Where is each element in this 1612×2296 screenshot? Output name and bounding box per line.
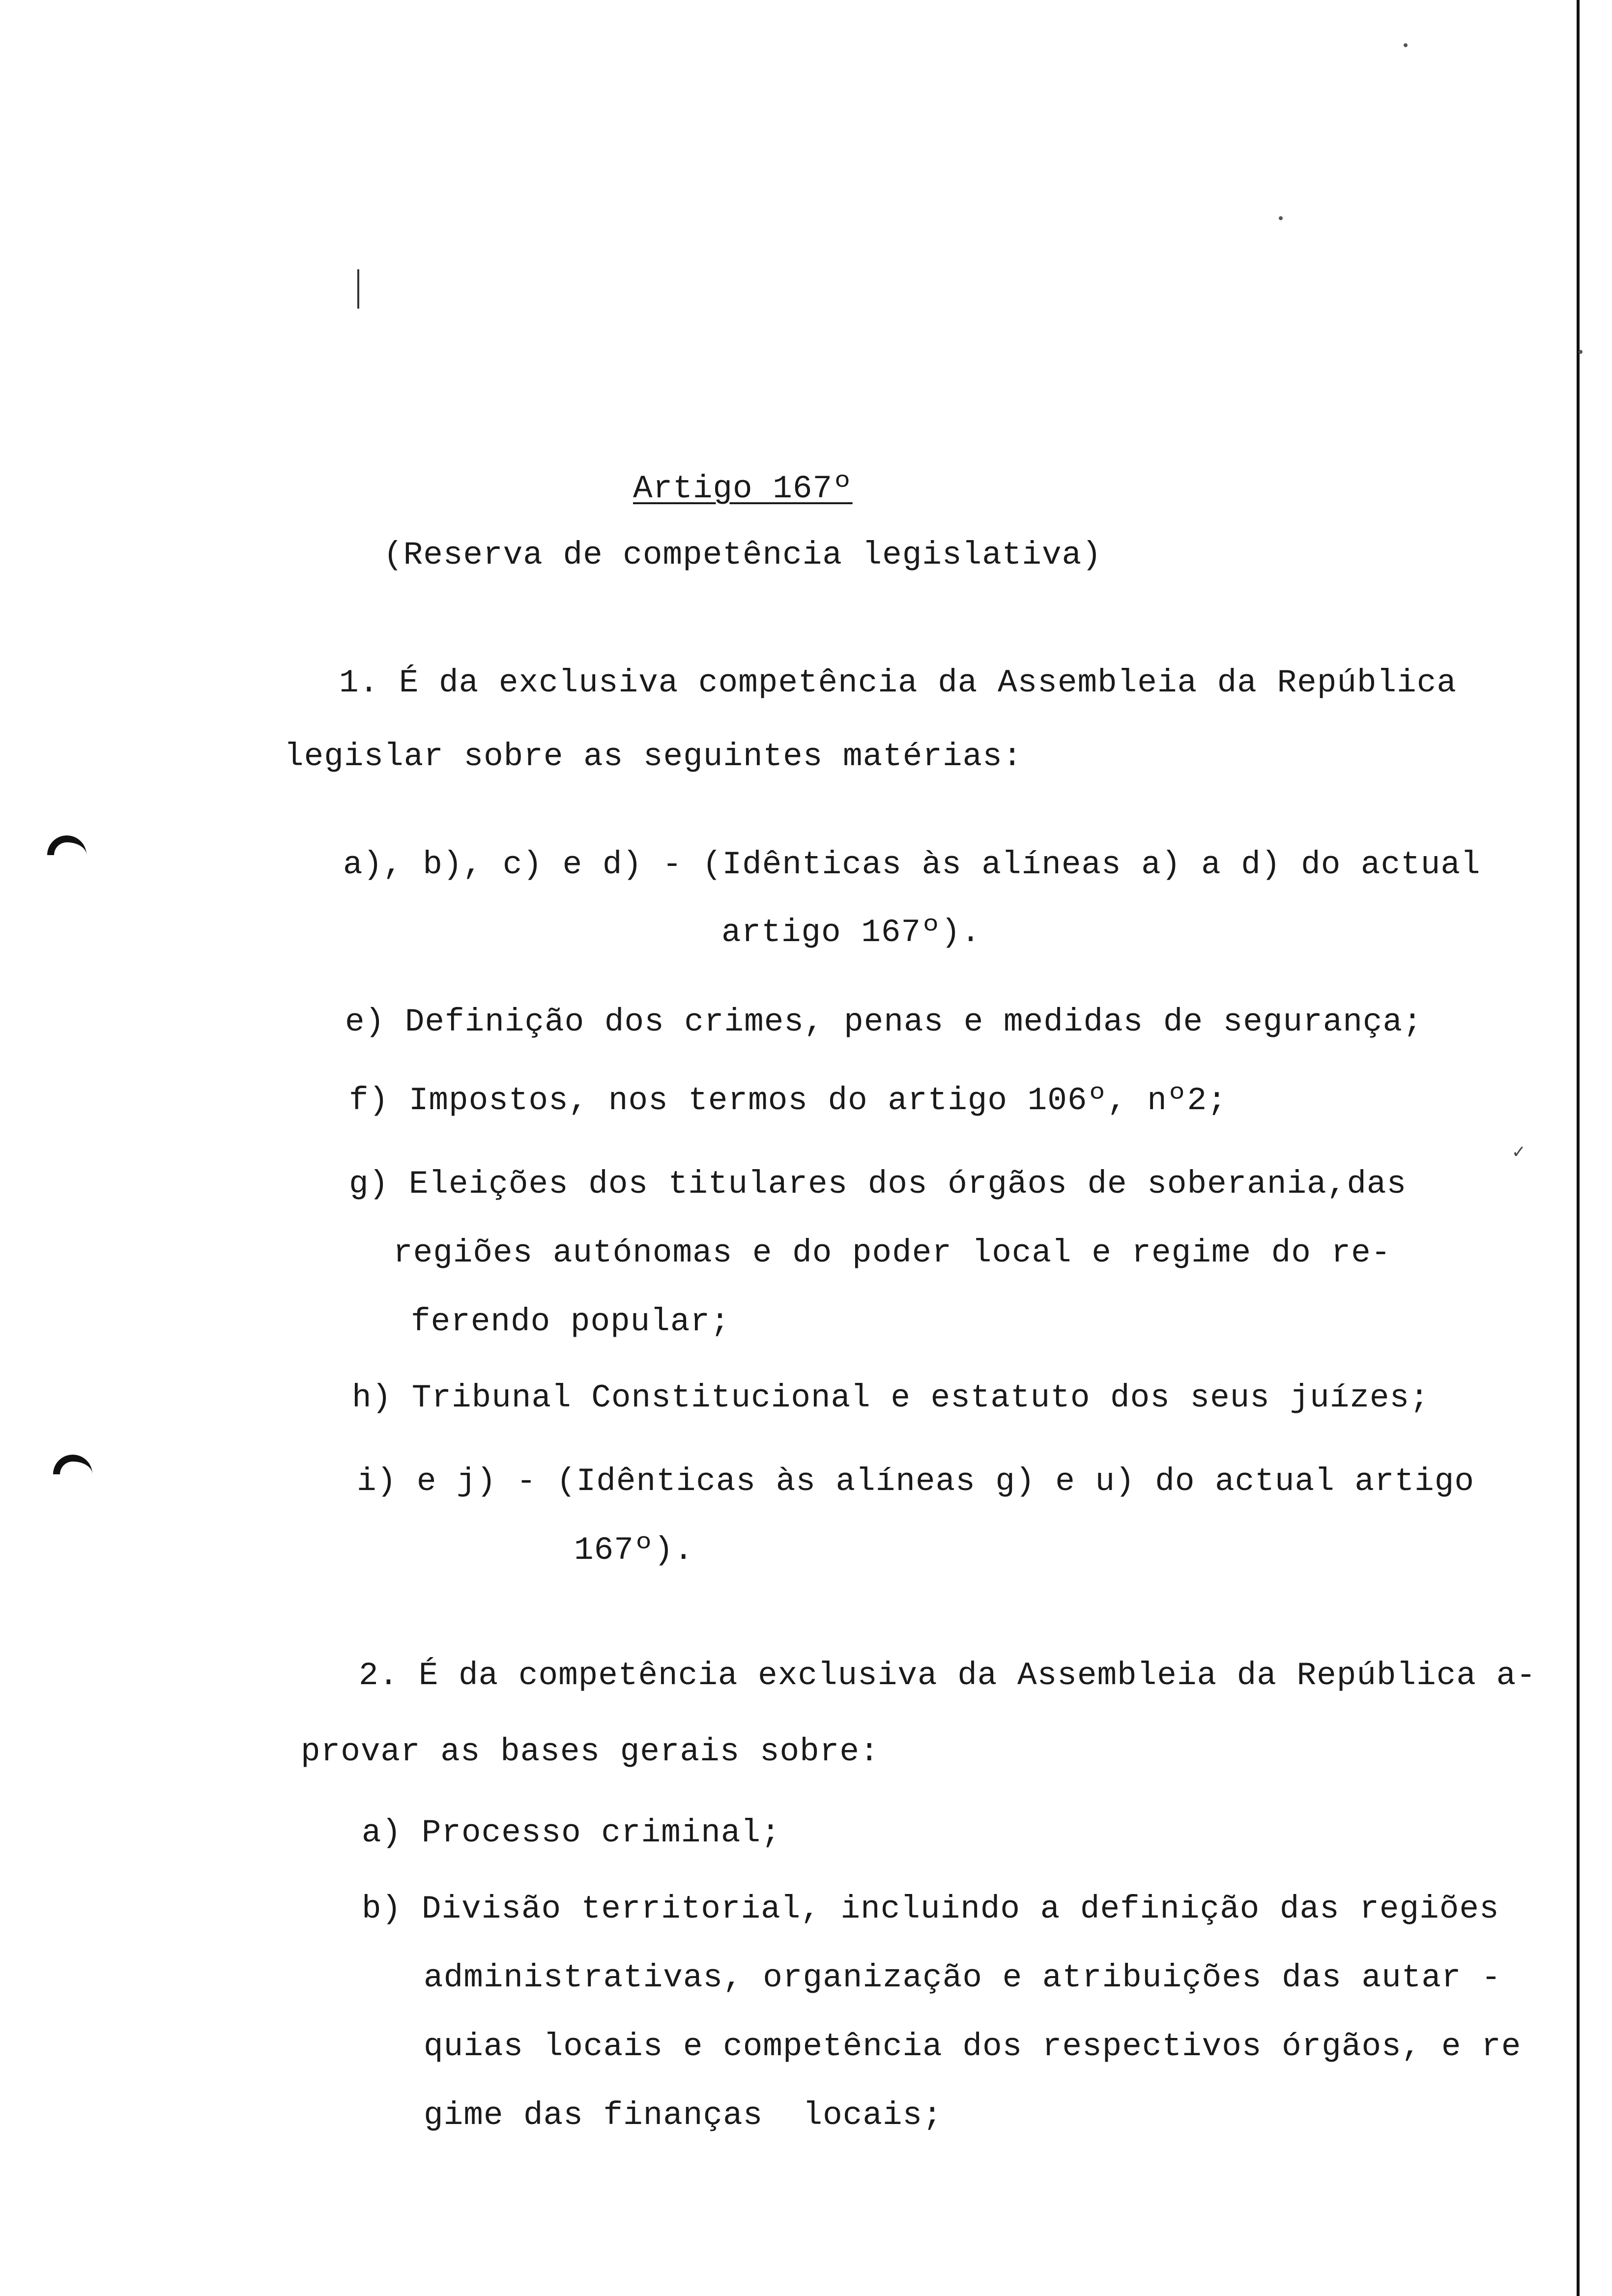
section2-item-b-line1: b) Divisão territorial, incluindo a definição das regiões xyxy=(362,1891,1499,1927)
speck-dot xyxy=(1279,216,1283,220)
scan-edge-line xyxy=(1577,0,1580,2296)
section1-item-abcd-line1: a), b), c) e d) - (Idênticas às alíneas a) a d) do actual xyxy=(343,846,1481,883)
section1-item-g-line2: regiões autónomas e do poder local e regime do re- xyxy=(393,1234,1391,1271)
section1-item-g-line1: g) Eleições dos titulares dos órgãos de soberania,das xyxy=(349,1166,1407,1203)
punch-hole-top-icon xyxy=(47,835,86,855)
section2-item-b-line3: quias locais e competência dos respectivos órgãos, e re xyxy=(424,2028,1522,2065)
speck-dot xyxy=(1579,350,1583,354)
section2-item-b-line4: gime das finanças locais; xyxy=(424,2097,943,2134)
section1-item-e: e) Definição dos crimes, penas e medidas de segurança; xyxy=(345,1004,1423,1040)
section1-item-ij-line2: 167º). xyxy=(574,1532,694,1569)
punch-hole-bottom-icon xyxy=(53,1455,92,1474)
section1-item-g-line3: ferendo popular; xyxy=(411,1303,730,1340)
section1-item-h: h) Tribunal Constitucional e estatuto dos seus juízes; xyxy=(352,1379,1430,1416)
margin-tick-icon: ✓ xyxy=(1513,1142,1525,1164)
section2-intro-line1: 2. É da competência exclusiva da Assembleia da República a- xyxy=(359,1657,1536,1694)
section2-item-a: a) Processo criminal; xyxy=(362,1814,781,1851)
section1-item-abcd-line2: artigo 167º). xyxy=(721,914,981,951)
margin-mark xyxy=(357,269,359,309)
section2-intro-line2: provar as bases gerais sobre: xyxy=(301,1733,880,1770)
speck-dot xyxy=(1404,43,1408,47)
section1-item-f: f) Impostos, nos termos do artigo 106º, nº2; xyxy=(349,1082,1227,1119)
article-subtitle: (Reserva de competência legislativa) xyxy=(383,537,1102,574)
section1-item-ij-line1: i) e j) - (Idênticas às alíneas g) e u) do actual artigo xyxy=(357,1463,1474,1500)
section1-intro-line1: 1. É da exclusiva competência da Assembleia da República xyxy=(339,664,1457,701)
article-title: Artigo 167º xyxy=(633,470,853,507)
section2-item-b-line2: administrativas, organização e atribuições das autar - xyxy=(424,1959,1501,1996)
section1-intro-line2: legislar sobre as seguintes matérias: xyxy=(284,738,1023,775)
